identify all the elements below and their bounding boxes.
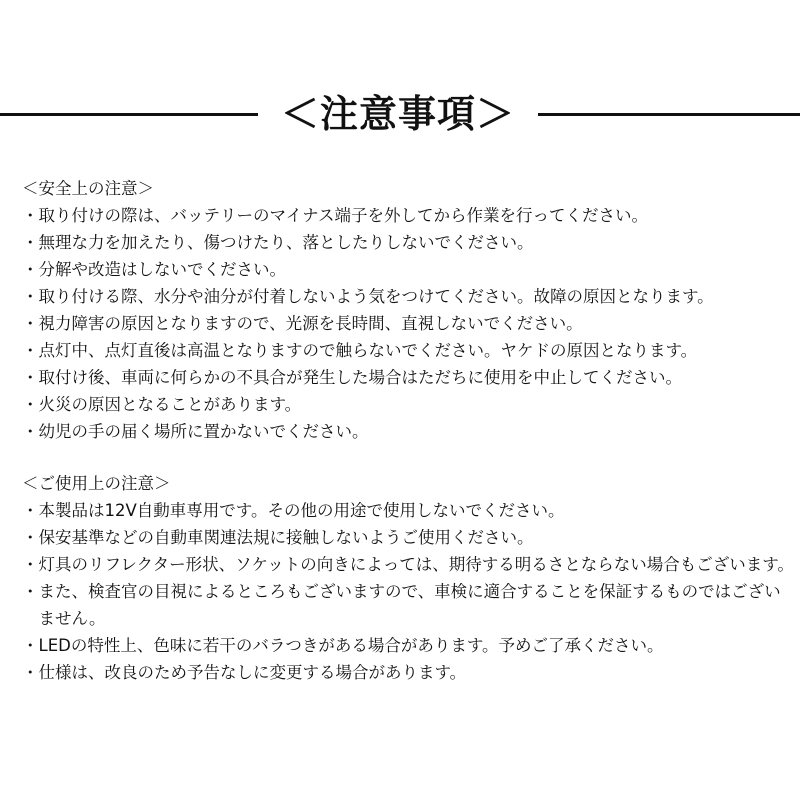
safety-note: ・取付け後、車両に何らかの不具合が発生した場合はただちに使用を中止してください。 [22, 368, 682, 387]
safety-section-heading: ＜安全上の注意＞ [22, 179, 154, 198]
notes-content [22, 175, 794, 686]
usage-note: ・保安基準などの自動車関連法規に接触しないようご使用ください。 [22, 528, 534, 547]
safety-note: ・点灯中、点灯直後は高温となりますので触らないでください。ヤケドの原因となります。 [22, 341, 698, 360]
page-title: ＜注意事項＞ [280, 92, 515, 136]
title-rule-left [0, 113, 258, 116]
safety-section [22, 175, 794, 445]
title-rule-right [538, 113, 800, 116]
title-band [0, 86, 800, 142]
safety-note: ・火災の原因となることがあります。 [22, 395, 302, 414]
usage-note: ・LEDの特性上、色味に若干のバラつきがある場合があります。予めご了承ください。 [22, 636, 664, 655]
usage-note: ・また、検査官の目視によるところもございますので、車検に適合することを保証するものではございません。 [22, 582, 781, 628]
section-spacer [22, 445, 794, 470]
usage-note: ・本製品は12V自動車専用です。その他の用途で使用しないでください。 [22, 501, 565, 520]
safety-note: ・取り付ける際、水分や油分が付着しないよう気をつけてください。故障の原因となります。 [22, 287, 714, 306]
safety-note: ・幼児の手の届く場所に置かないでください。 [22, 422, 369, 441]
safety-note: ・視力障害の原因となりますので、光源を長時間、直視しないでください。 [22, 314, 583, 333]
usage-section-heading: ＜ご使用上の注意＞ [22, 474, 171, 493]
safety-note: ・取り付けの際は、バッテリーのマイナス端子を外してから作業を行ってください。 [22, 206, 649, 225]
usage-section [22, 470, 794, 686]
usage-note: ・仕様は、改良のため予告なしに変更する場合があります。 [22, 663, 467, 682]
usage-note: ・灯具のリフレクター形状、ソケットの向きによっては、期待する明るさとならない場合もございます。 [22, 555, 794, 574]
safety-note: ・分解や改造はしないでください。 [22, 260, 286, 279]
safety-note: ・無理な力を加えたり、傷つけたり、落としたりしないでください。 [22, 233, 534, 252]
